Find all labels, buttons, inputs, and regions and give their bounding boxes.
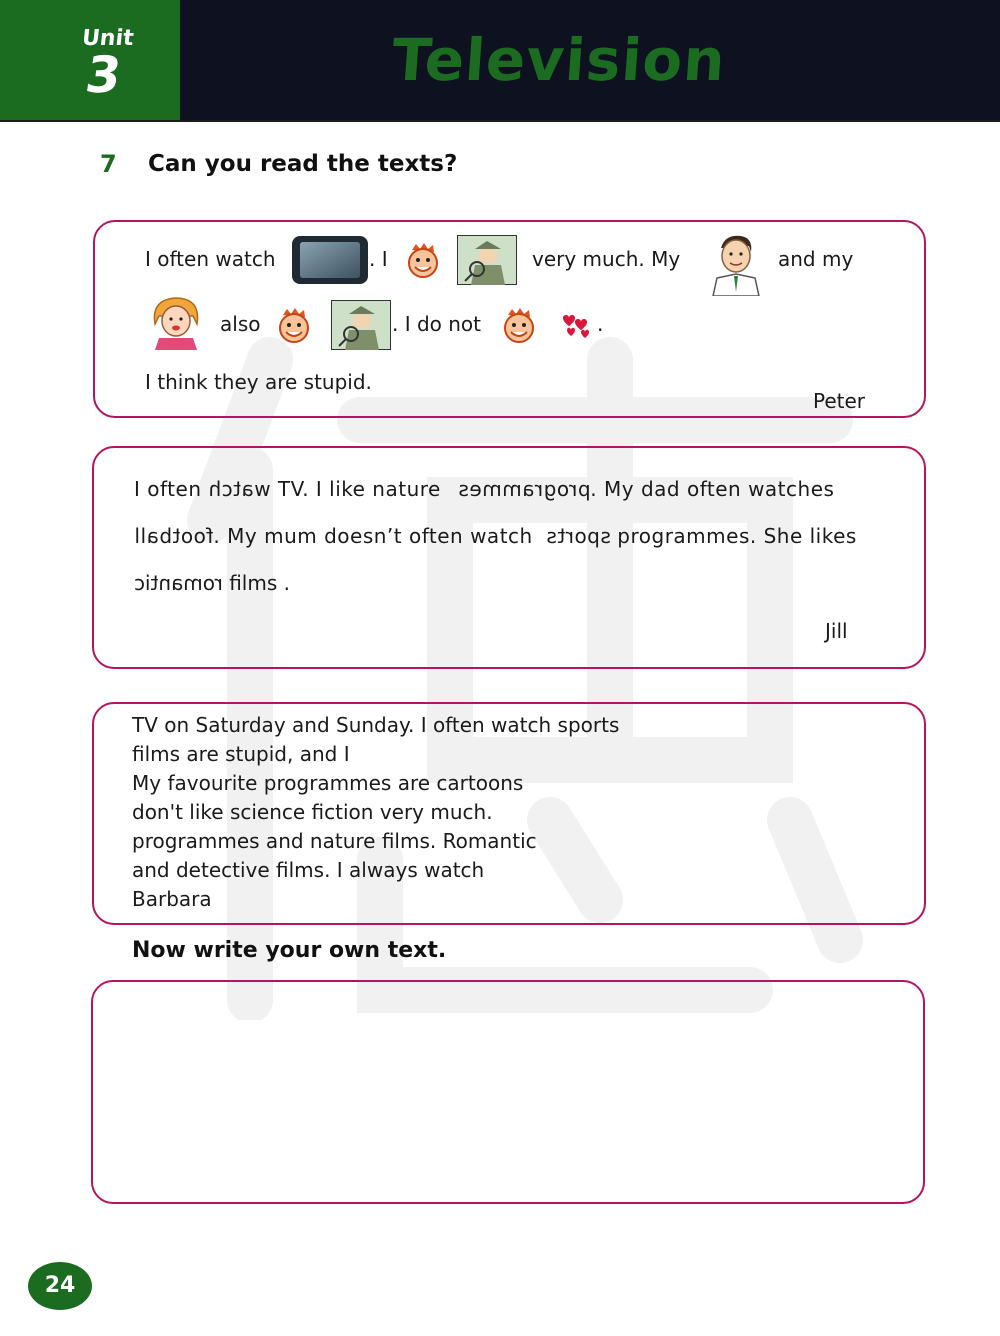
mirrored-word: romantic [134,571,223,595]
exercise-title: Can you read the texts? [148,151,458,177]
barbara-line: programmes and nature films. Romantic [132,829,537,853]
tv-icon [291,235,369,285]
barbara-line: My favourite programmes are cartoons [132,771,524,795]
mirrored-word: sports [545,524,611,548]
detective-film-icon [457,235,517,285]
mirrored-word: watch [208,477,272,501]
page-title: Television [389,26,729,94]
peter-text-box [93,220,926,418]
peter-signature: Peter [813,389,866,413]
exercise-number: 7 [100,150,117,178]
peter-text-part: very much. My [532,247,681,271]
jill-text: . My mum doesn’t often watch [213,524,533,548]
write-instruction: Now write your own text. [132,938,447,963]
barbara-line: films are stupid, and I [132,742,350,766]
unit-badge [0,0,180,120]
jill-line-3 [134,571,290,595]
peter-text-part: . I do not [392,312,482,336]
jill-text-box [92,446,926,669]
jill-text: . My dad often watches [590,477,835,501]
barbara-line: and detective films. I always watch [132,858,485,882]
barbara-line: TV on Saturday and Sunday. I often watch sports [132,713,620,737]
jill-signature: Jill [825,619,848,643]
page-number: 24 [28,1262,92,1310]
unit-number: 3 [81,46,125,104]
jill-text: TV. I like nature [277,477,441,501]
peter-text-part: I often watch [145,247,276,271]
detective-film-icon [331,300,391,350]
jill-line-1 [134,477,834,501]
smiley-face-icon [500,307,538,345]
peter-text-part: I think they are stupid. [145,370,372,394]
jill-text: films . [229,571,290,595]
peter-text-part: also [220,312,261,336]
mirrored-word: football [134,524,214,548]
jill-text: I often [134,477,202,501]
mum-icon [147,294,205,350]
header-bar [0,0,1000,122]
barbara-text-box [92,702,926,925]
smiley-face-icon [404,242,442,280]
smiley-face-icon [275,307,313,345]
mirrored-word: programmes [457,477,591,501]
peter-text-part: . [597,312,604,336]
dad-icon [707,232,765,296]
peter-text-part: and my [778,247,854,271]
hearts-icon [557,312,597,342]
jill-line-2 [134,524,857,548]
unit-label: Unit [80,26,135,51]
barbara-signature: Barbara [132,887,212,911]
jill-text: programmes. She likes [617,524,857,548]
barbara-line: don't like science fiction very much. [132,800,493,824]
peter-text-part: . I [369,247,388,271]
write-answer-box[interactable] [91,980,925,1204]
